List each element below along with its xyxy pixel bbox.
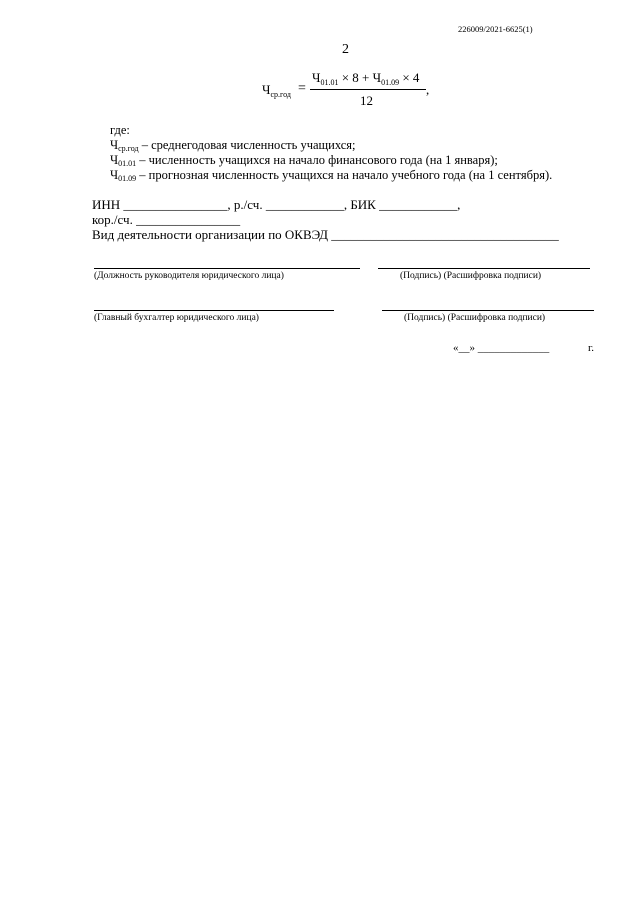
head-position-line [94, 268, 360, 269]
legend-line-2: $Ч_{01.01}$ – численность учащихся на начало финансового года (на 1 января); [110, 153, 498, 168]
formula-fraction-bar [310, 89, 426, 90]
formula-equals: = [298, 81, 306, 96]
kor-account-line: кор./сч. ________________ [92, 212, 241, 227]
head-sign-line [378, 268, 590, 269]
legend-line-1: $Ч_{ср.год}$ – среднегодовая численность учащихся; [110, 138, 356, 153]
head-sign-caption: (Подпись) (Расшифровка подписи) [400, 271, 542, 281]
accountant-position-caption: (Главный бухгалтер юридического лица) [94, 313, 259, 323]
accountant-sign-caption: (Подпись) (Расшифровка подписи) [404, 313, 546, 323]
accountant-sign-line [382, 310, 594, 311]
date-field: «__» _____________ [453, 342, 550, 354]
inn-line: ИНН ________________, р./сч. ____________, БИК ____________, [92, 197, 461, 212]
legend-line-3: $Ч_{01.09}$ – прогнозная численность учащихся на начало учебного года (на 1 сентября). [110, 168, 553, 183]
accountant-position-line [94, 310, 334, 311]
page-number: 2 [342, 42, 349, 57]
formula-lhs: $Ч_{ср.год}$ [262, 82, 291, 99]
formula-numerator: $Ч_{01.01} \times 8 + Ч_{01.09} \times 4$ [312, 70, 420, 87]
legend-where: где: [110, 123, 130, 137]
document-number: 226009/2021-6625(1) [458, 24, 533, 34]
date-year-suffix: г. [588, 342, 595, 354]
formula-comma: , [426, 82, 430, 97]
okved-line: Вид деятельности организации по ОКВЭД ___________________________________ [92, 227, 559, 242]
head-position-caption: (Должность руководителя юридического лица) [94, 271, 284, 281]
formula-denominator: 12 [360, 93, 373, 108]
